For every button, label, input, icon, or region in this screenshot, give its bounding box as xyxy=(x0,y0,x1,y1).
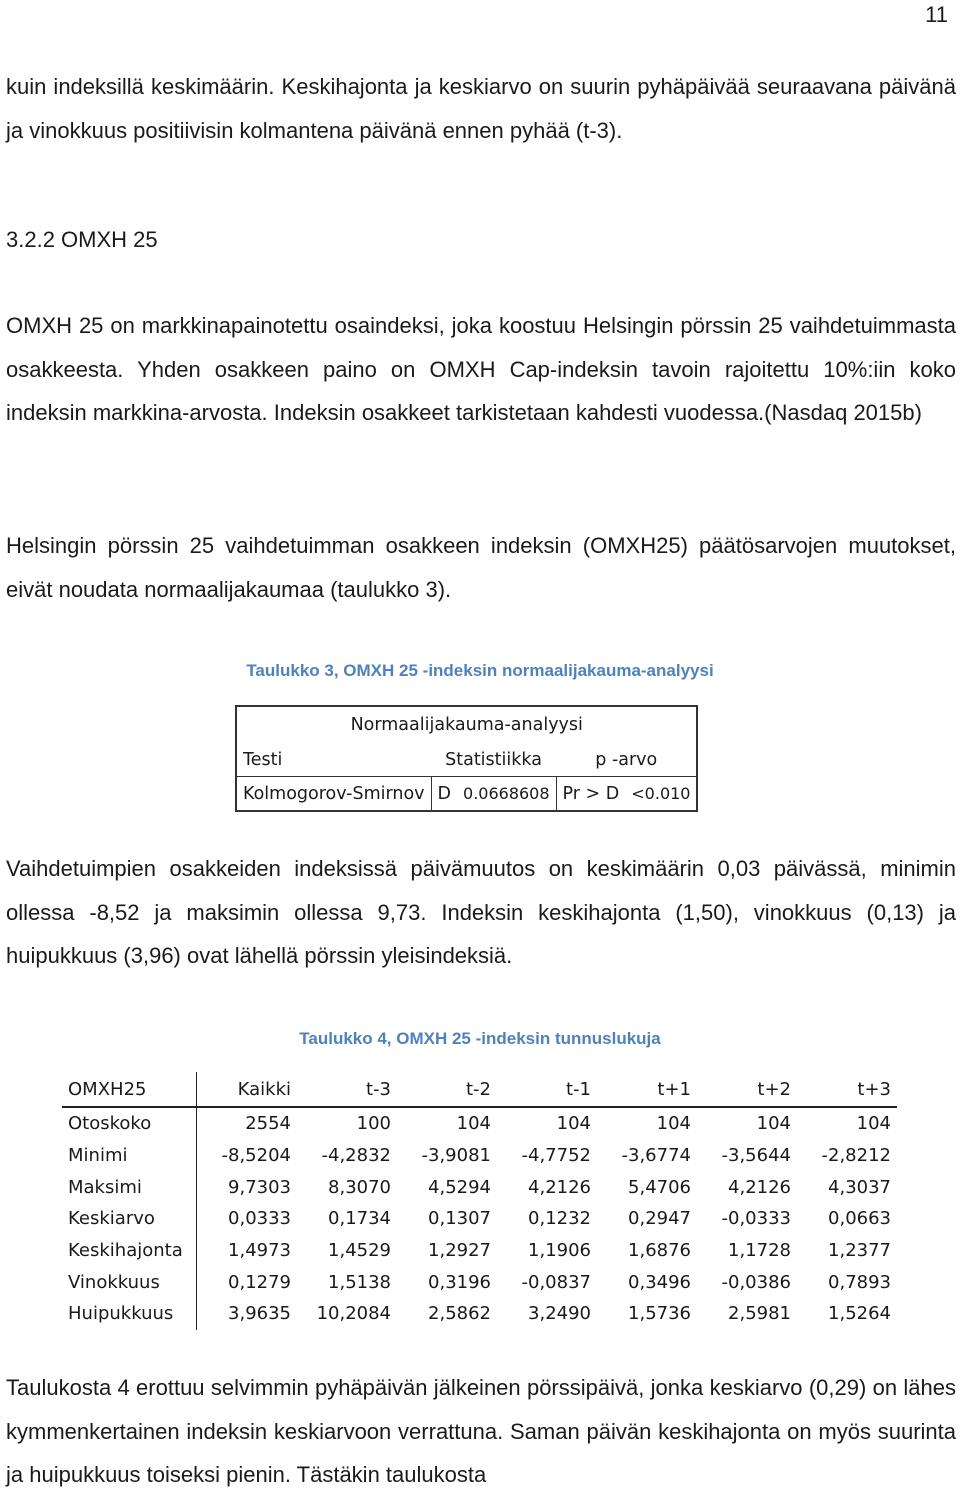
table4-header: t-3 xyxy=(297,1072,397,1107)
table-cell: 0,0663 xyxy=(828,1208,891,1230)
table4-header: t+1 xyxy=(597,1072,697,1107)
table-cell: 1,5736 xyxy=(628,1303,691,1325)
table3-header-pvalue: p -arvo xyxy=(595,749,658,770)
table-cell: 1,6876 xyxy=(628,1240,691,1262)
table-cell: 1,5264 xyxy=(828,1303,891,1325)
table-row xyxy=(62,1171,897,1203)
table3-p-label: Pr > D xyxy=(556,777,625,812)
table-cell: 0,1734 xyxy=(328,1208,391,1230)
table-cell: 5,4706 xyxy=(628,1176,691,1198)
table-cell: -8,5204 xyxy=(221,1145,291,1167)
table-cell: 0,1232 xyxy=(528,1208,591,1230)
table3-test-name: Kolmogorov-Smirnov xyxy=(236,777,431,812)
table-cell: 1,1728 xyxy=(728,1240,791,1262)
table-cell: 0,0333 xyxy=(228,1208,291,1230)
table-cell: 104 xyxy=(456,1113,491,1135)
table-cell: 0,2947 xyxy=(628,1208,691,1230)
table-cell: -3,5644 xyxy=(721,1145,791,1167)
table-cell: 1,5138 xyxy=(328,1271,391,1293)
table-cell: -0,0386 xyxy=(721,1271,791,1293)
table3-caption: Taulukko 3, OMXH 25 -indeksin normaalijakauma-analyysi xyxy=(246,661,714,680)
table-cell: Minimi xyxy=(62,1140,197,1172)
table4-key-figures xyxy=(62,1072,897,1330)
table4-header: t-2 xyxy=(397,1072,497,1107)
table3-title: Normaalijakauma-analyysi xyxy=(236,706,697,743)
table-cell: 1,2377 xyxy=(828,1240,891,1262)
table3-header-test: Testi xyxy=(243,749,283,770)
table-cell: 0,1279 xyxy=(228,1271,291,1293)
table-cell: 1,4529 xyxy=(328,1240,391,1262)
table-cell: -0,0837 xyxy=(521,1271,591,1293)
table-cell: -0,0333 xyxy=(721,1208,791,1230)
table-cell: 4,2126 xyxy=(728,1176,791,1198)
table-cell: Vinokkuus xyxy=(62,1266,197,1298)
table-cell: 4,5294 xyxy=(428,1176,491,1198)
table-cell: Huipukkuus xyxy=(62,1298,197,1330)
table-cell: -3,6774 xyxy=(621,1145,691,1167)
table-cell: 0,7893 xyxy=(828,1271,891,1293)
page-number: 11 xyxy=(925,2,948,27)
table-row xyxy=(62,1266,897,1298)
table-cell: 100 xyxy=(356,1113,391,1135)
table3-p-value: <0.010 xyxy=(625,777,697,812)
table3-stat-value: 0.0668608 xyxy=(457,777,556,812)
table4-header: t+2 xyxy=(697,1072,797,1107)
table-cell: 3,2490 xyxy=(528,1303,591,1325)
table-cell: -4,7752 xyxy=(521,1145,591,1167)
table-cell: Keskihajonta xyxy=(62,1235,197,1267)
paragraph-conclusion: Taulukosta 4 erottuu selvimmin pyhäpäivän jälkeinen pörssipäivä, jonka keskiarvo (0,29) on lähes kymmenkertainen indeksin keskiarvoon verrattuna. Saman päivän keskihajonta on myös suurinta ja huipukkuus toiseksi pienin. Tästäkin taulukosta xyxy=(6,1375,956,1487)
table4-caption: Taulukko 4, OMXH 25 -indeksin tunnuslukuja xyxy=(299,1029,661,1048)
table-row xyxy=(62,1107,897,1140)
table-cell: 2,5862 xyxy=(428,1303,491,1325)
table-row xyxy=(62,1203,897,1235)
table-cell: 1,4973 xyxy=(228,1240,291,1262)
table-cell: Keskiarvo xyxy=(62,1203,197,1235)
paragraph-omxh25-description: OMXH 25 on markkinapainotettu osaindeksi, joka koostuu Helsingin pörssin 25 vaihdetuimmasta osakkeesta. Yhden osakkeen paino on OMXH Cap-indeksin tavoin rajoitettu 10%:iin koko indeksin markkina-arvosta. Indeksin osakkeet tarkistetaan kahdesti vuodessa.(Nasdaq 2015b) xyxy=(6,313,956,425)
section-heading: 3.2.2 OMXH 25 xyxy=(6,227,158,252)
table4-header: OMXH25 xyxy=(62,1072,197,1107)
table-cell: 8,3070 xyxy=(328,1176,391,1198)
table-row xyxy=(62,1140,897,1172)
table-cell: Otoskoko xyxy=(62,1107,197,1140)
table-cell: -3,9081 xyxy=(421,1145,491,1167)
table3-header-statistic: Statistiikka xyxy=(445,749,542,770)
table-cell: 2,5981 xyxy=(728,1303,791,1325)
table-cell: -2,8212 xyxy=(821,1145,891,1167)
table-cell: 3,9635 xyxy=(228,1303,291,1325)
table-cell: 0,1307 xyxy=(428,1208,491,1230)
table-cell: 9,7303 xyxy=(228,1176,291,1198)
table-cell: 1,2927 xyxy=(428,1240,491,1262)
table-cell: 104 xyxy=(756,1113,791,1135)
paragraph-statistics: Vaihdetuimpien osakkeiden indeksissä päivämuutos on keskimäärin 0,03 päivässä, minimin ollessa -8,52 ja maksimin ollessa 9,73. Indeksin keskihajonta (1,50), vinokkuus (0,13) ja huipukkuus (3,96) ovat lähellä pörssin yleisindeksiä. xyxy=(6,856,956,968)
table4-header-row xyxy=(62,1072,897,1107)
table4-header: Kaikki xyxy=(197,1072,298,1107)
table-cell: Maksimi xyxy=(62,1171,197,1203)
paragraph-intro: kuin indeksillä keskimäärin. Keskihajonta ja keskiarvo on suurin pyhäpäivää seuraavana päivänä ja vinokkuus positiivisin kolmantena päivänä ennen pyhää (t-3). xyxy=(6,74,956,143)
table-cell: 4,2126 xyxy=(528,1176,591,1198)
table-cell: -4,2832 xyxy=(321,1145,391,1167)
table-cell: 2554 xyxy=(245,1113,291,1135)
paragraph-normality: Helsingin pörssin 25 vaihdetuimman osakkeen indeksin (OMXH25) päätösarvojen muutokset, eivät noudata normaalijakaumaa (taulukko 3). xyxy=(6,533,956,602)
table-cell: 0,3196 xyxy=(428,1271,491,1293)
table3-stat-label: D xyxy=(431,777,457,812)
table-cell: 1,1906 xyxy=(528,1240,591,1262)
table-cell: 104 xyxy=(656,1113,691,1135)
table4-header: t-1 xyxy=(497,1072,597,1107)
table-cell: 104 xyxy=(556,1113,591,1135)
table3-normality-analysis xyxy=(235,705,698,812)
table-row xyxy=(62,1298,897,1330)
table-row xyxy=(62,1235,897,1267)
table-cell: 4,3037 xyxy=(828,1176,891,1198)
table-cell: 10,2084 xyxy=(316,1303,391,1325)
table-cell: 104 xyxy=(856,1113,891,1135)
table4-header: t+3 xyxy=(797,1072,897,1107)
table-cell: 0,3496 xyxy=(628,1271,691,1293)
